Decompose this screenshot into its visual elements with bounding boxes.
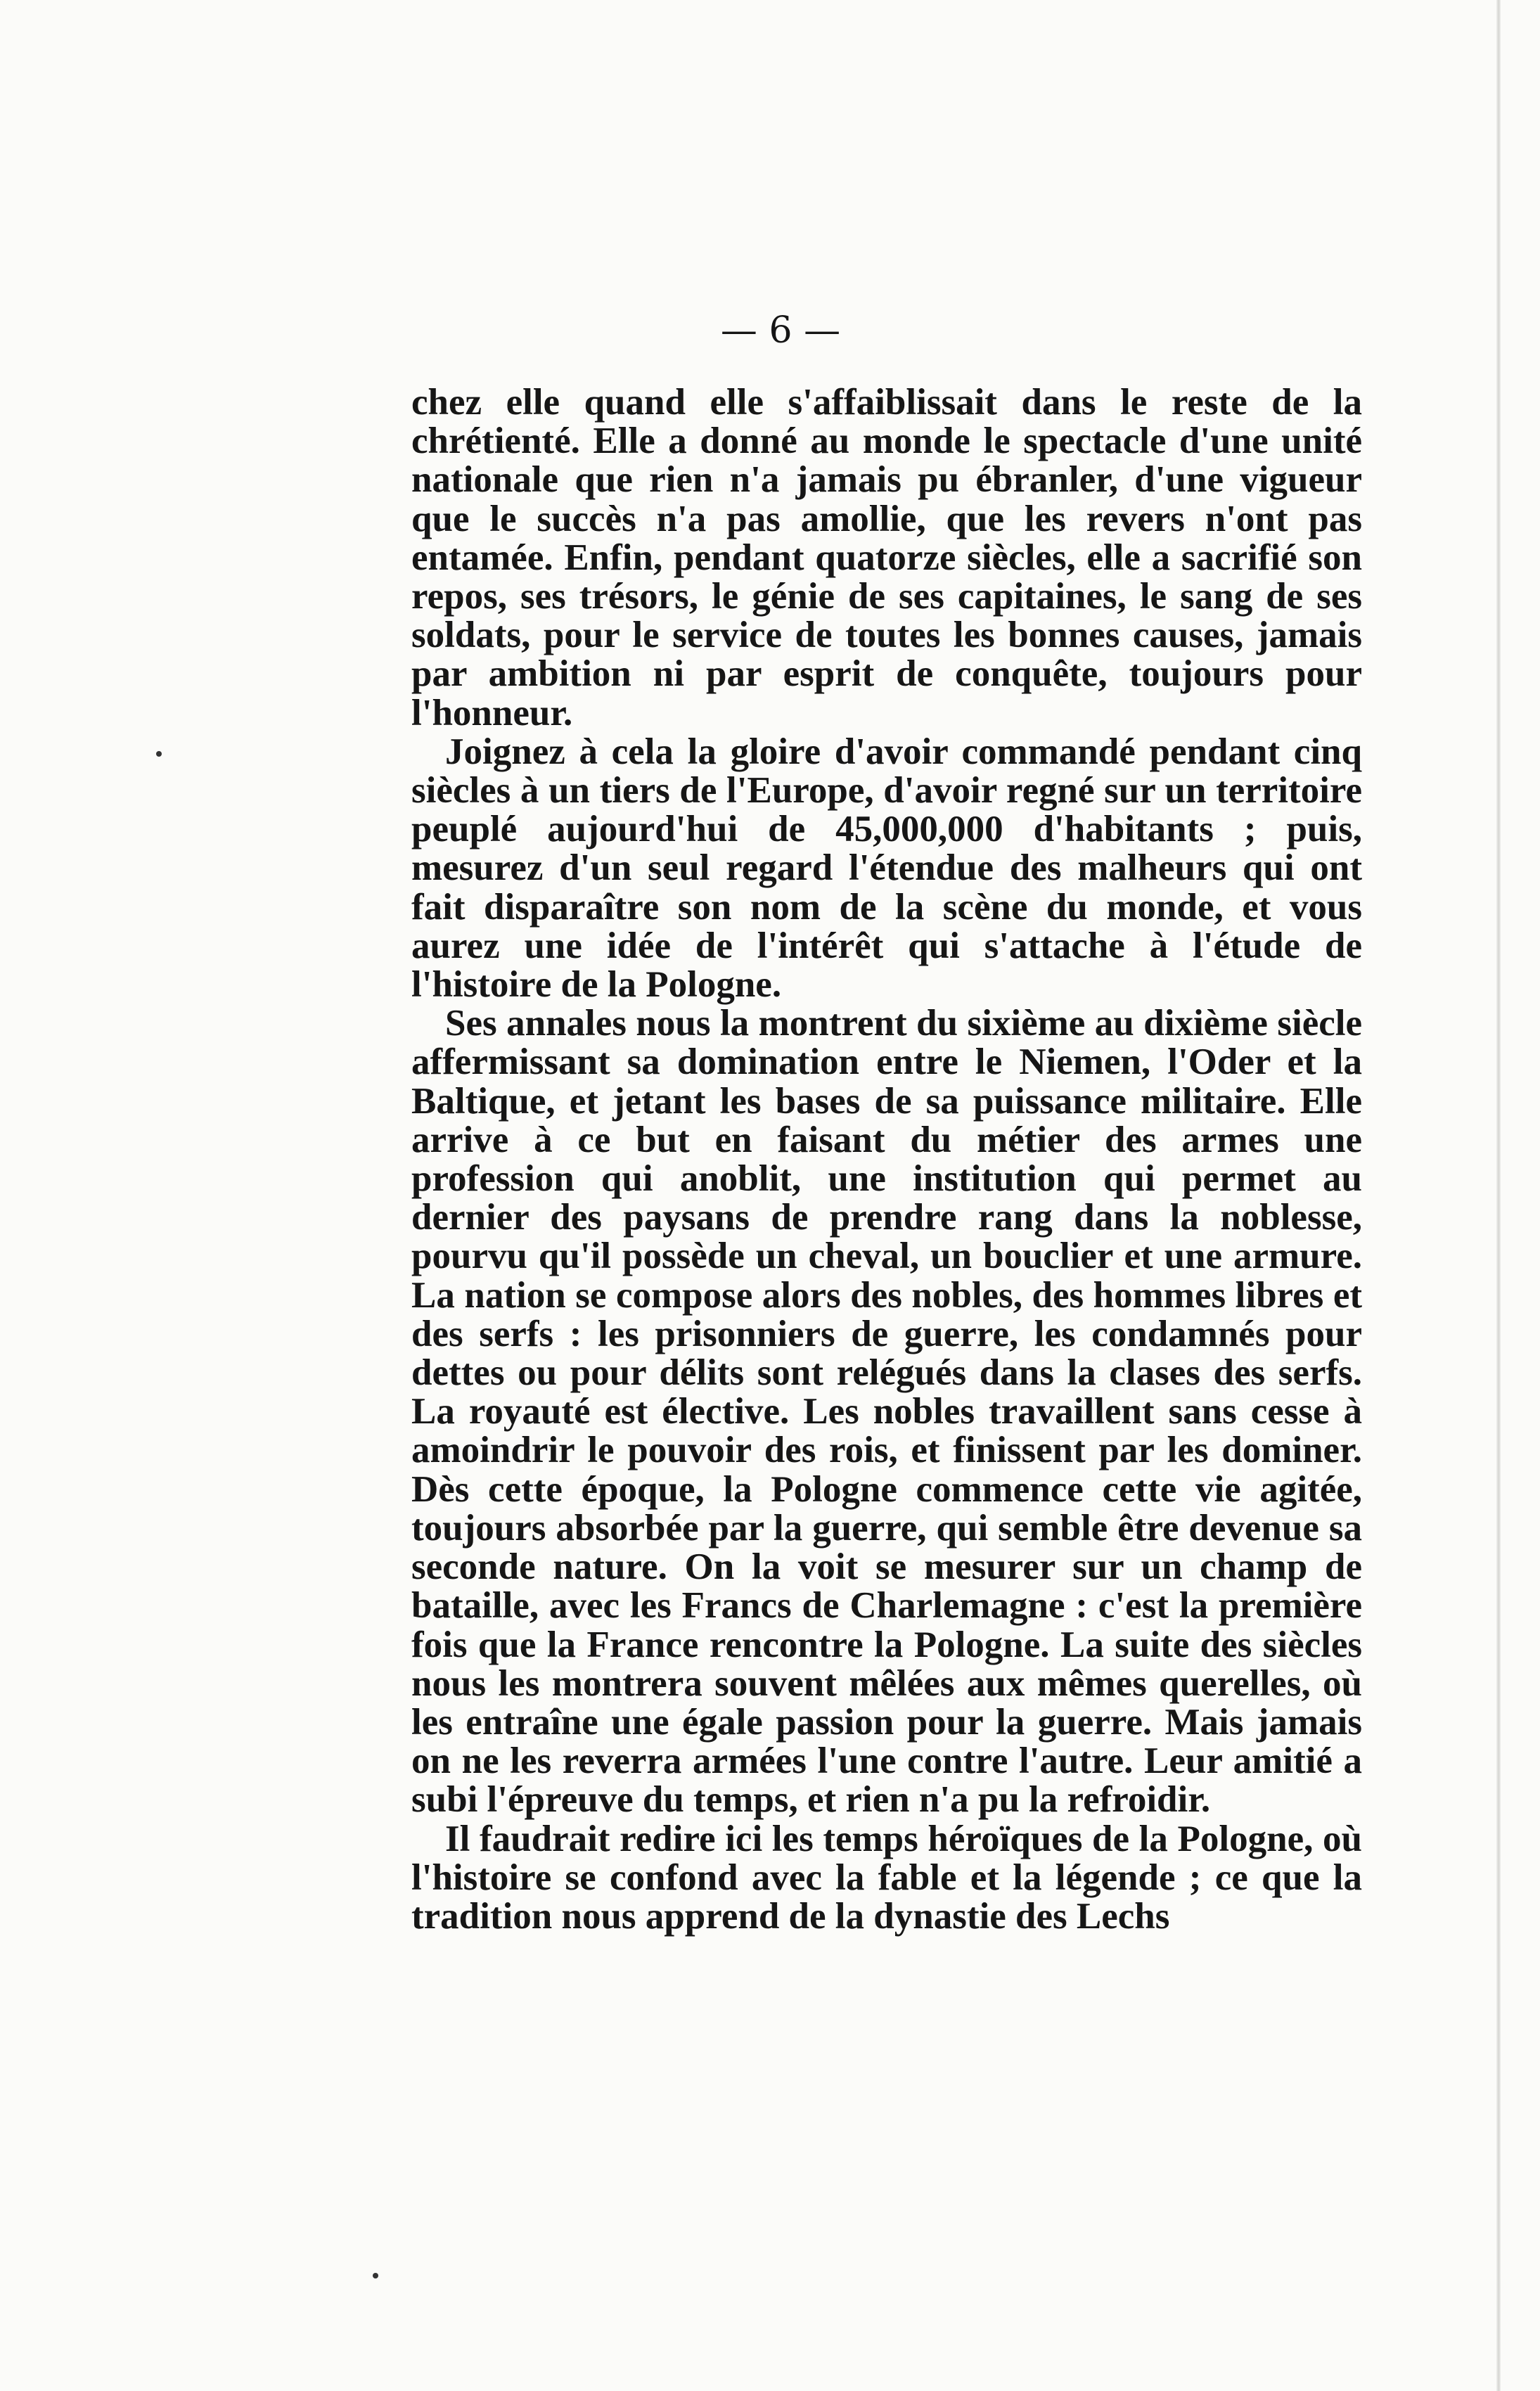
body-text bbox=[411, 383, 1362, 1936]
paragraph-temps-heroiques: Il faudrait redire ici les temps héroïques de la Pologne, où l'histoire se confond avec la fable et la légende ; ce que la tradition nous apprend de la dynastie des Lechs bbox=[411, 1818, 1362, 1937]
page-number: — 6 — bbox=[720, 309, 841, 352]
paragraph-continuation: chez elle quand elle s'affaiblissait dans le reste de la chrétienté. Elle a donné au monde le spectacle d'une unité nationale que rien n'a jamais pu ébranler, d'une vigueur que le succès n'a pas amollie, que les revers n'ont pas entamée. Enfin, pendant quatorze siècles, elle a sacrifié son repos, ses trésors, le génie de ses capitaines, le sang de ses soldats, pour le service de toutes les bonnes causes, jamais par ambition ni par esprit de conquête, toujours pour l'honneur. bbox=[411, 382, 1362, 733]
paragraph-annales: Ses annales nous la montrent du sixième au dixième siècle affermissant sa domination entre le Niemen, l'Oder et la Baltique, et jetant les bases de sa puissance militaire. Elle arrive à ce but en faisant du métier des armes une profession qui anoblit, une institution qui permet au dernier des paysans de prendre rang dans la noblesse, pourvu qu'il possède un cheval, un bouclier et une armure. La nation se compose alors des nobles, des hommes libres et des serfs : les prisonniers de guerre, les condamnés pour dettes ou pour délits sont relégués dans la clases des serfs. La royauté est élective. Les nobles travaillent sans cesse à amoindrir le pouvoir des rois, et finissent par les dominer. Dès cette époque, la Pologne commence cette vie agitée, toujours absorbée par la guerre, qui semble être devenue sa seconde nature. On la voit se mesurer sur un champ de bataille, avec les Francs de Charlemagne : c'est la première fois que la France rencontre la Pologne. La suite des siècles nous les montrera souvent mêlées aux mêmes querelles, où les entraîne une égale passion pour la guerre. Mais jamais on ne les reverra armées l'une contre l'autre. Leur amitié a subi l'épreuve du temps, et rien n'a pu la refroidir. bbox=[411, 1003, 1362, 1821]
margin-speck bbox=[373, 2273, 378, 2278]
page-edge-shadow bbox=[1496, 0, 1501, 2391]
paragraph-joignez: Joignez à cela la gloire d'avoir commandé pendant cinq siècles à un tiers de l'Europe, d'avoir regné sur un territoire peuplé aujourd'hui de 45,000,000 d'habitants ; puis, mesurez d'un seul regard l'étendue des malheurs qui ont fait disparaître son nom de la scène du monde, et vous aurez une idée de l'intérêt qui s'attache à l'étude de l'histoire de la Pologne. bbox=[411, 731, 1362, 1006]
margin-speck bbox=[156, 751, 162, 757]
